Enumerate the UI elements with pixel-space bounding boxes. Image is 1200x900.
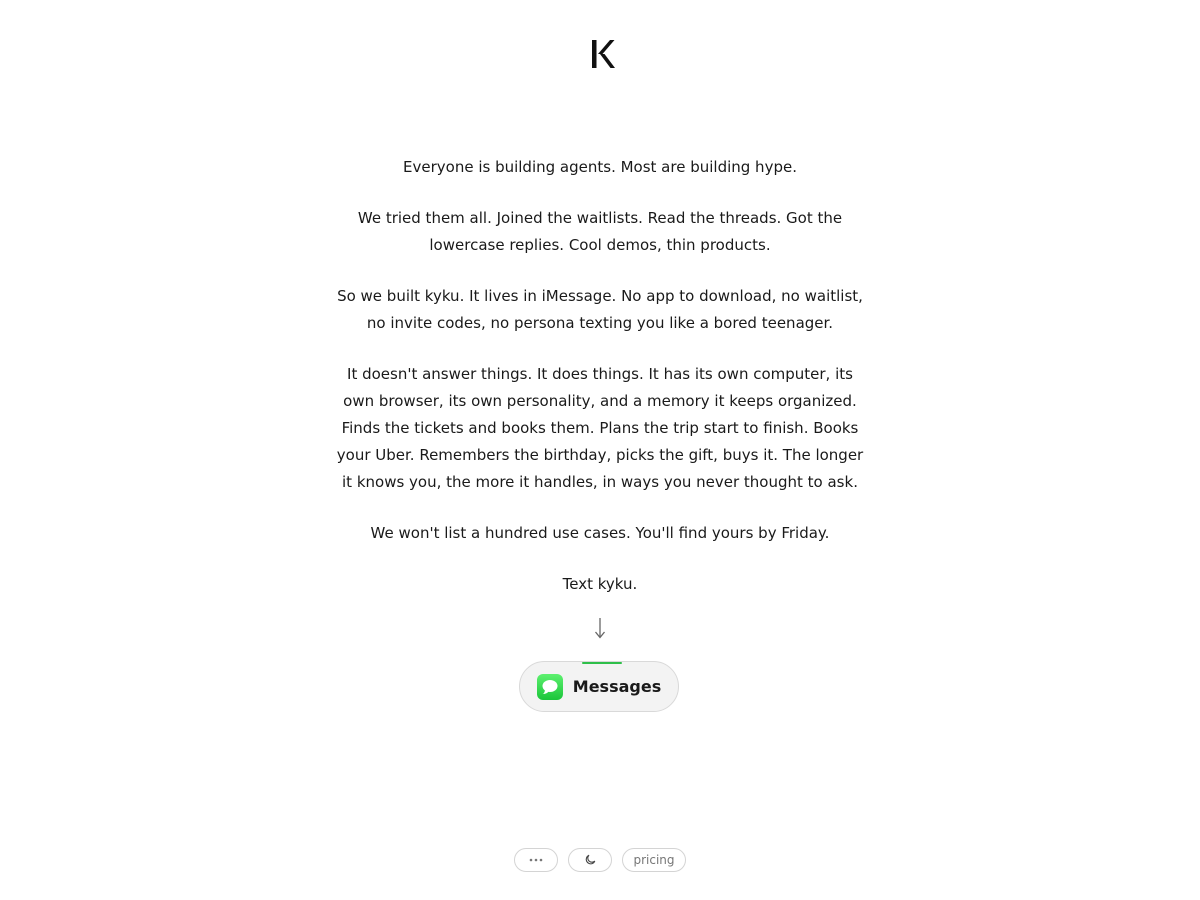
messages-app-icon <box>537 674 563 700</box>
ellipsis-icon <box>529 858 543 862</box>
theme-toggle-button[interactable] <box>568 848 612 872</box>
footer-controls <box>0 848 1200 872</box>
arrow-down-icon <box>592 616 608 640</box>
pricing-button[interactable]: pricing <box>622 848 686 872</box>
accent-bar <box>582 662 622 664</box>
paragraph-1: Everyone is building agents. Most are building hype. <box>403 158 797 176</box>
kyku-logo-icon <box>589 38 617 70</box>
paragraph-3: So we built kyku. It lives in iMessage. No app to download, no waitlist, no invite codes, no persona texting you like a bored teenager. <box>337 287 863 332</box>
manifesto-text <box>330 154 870 622</box>
messages-button[interactable] <box>519 661 679 712</box>
paragraph-4: It doesn't answer things. It does things. It has its own computer, its own browser, its own personality, and a memory it keeps organized. Finds the tickets and books them. Plans the trip start to finish. Books your Uber. Remembers the birthday, picks the gift, buys it. The longer it knows you, the more it handles, in ways you never thought to ask. <box>336 365 864 491</box>
more-button[interactable] <box>514 848 558 872</box>
paragraph-6: Text kyku. <box>562 575 638 593</box>
moon-icon <box>584 854 596 866</box>
paragraph-2: We tried them all. Joined the waitlists. Read the threads. Got the lowercase replies. Cool demos, thin products. <box>357 209 843 254</box>
messages-button-label: Messages <box>572 677 662 696</box>
paragraph-5: We won't list a hundred use cases. You'll find yours by Friday. <box>370 524 830 542</box>
